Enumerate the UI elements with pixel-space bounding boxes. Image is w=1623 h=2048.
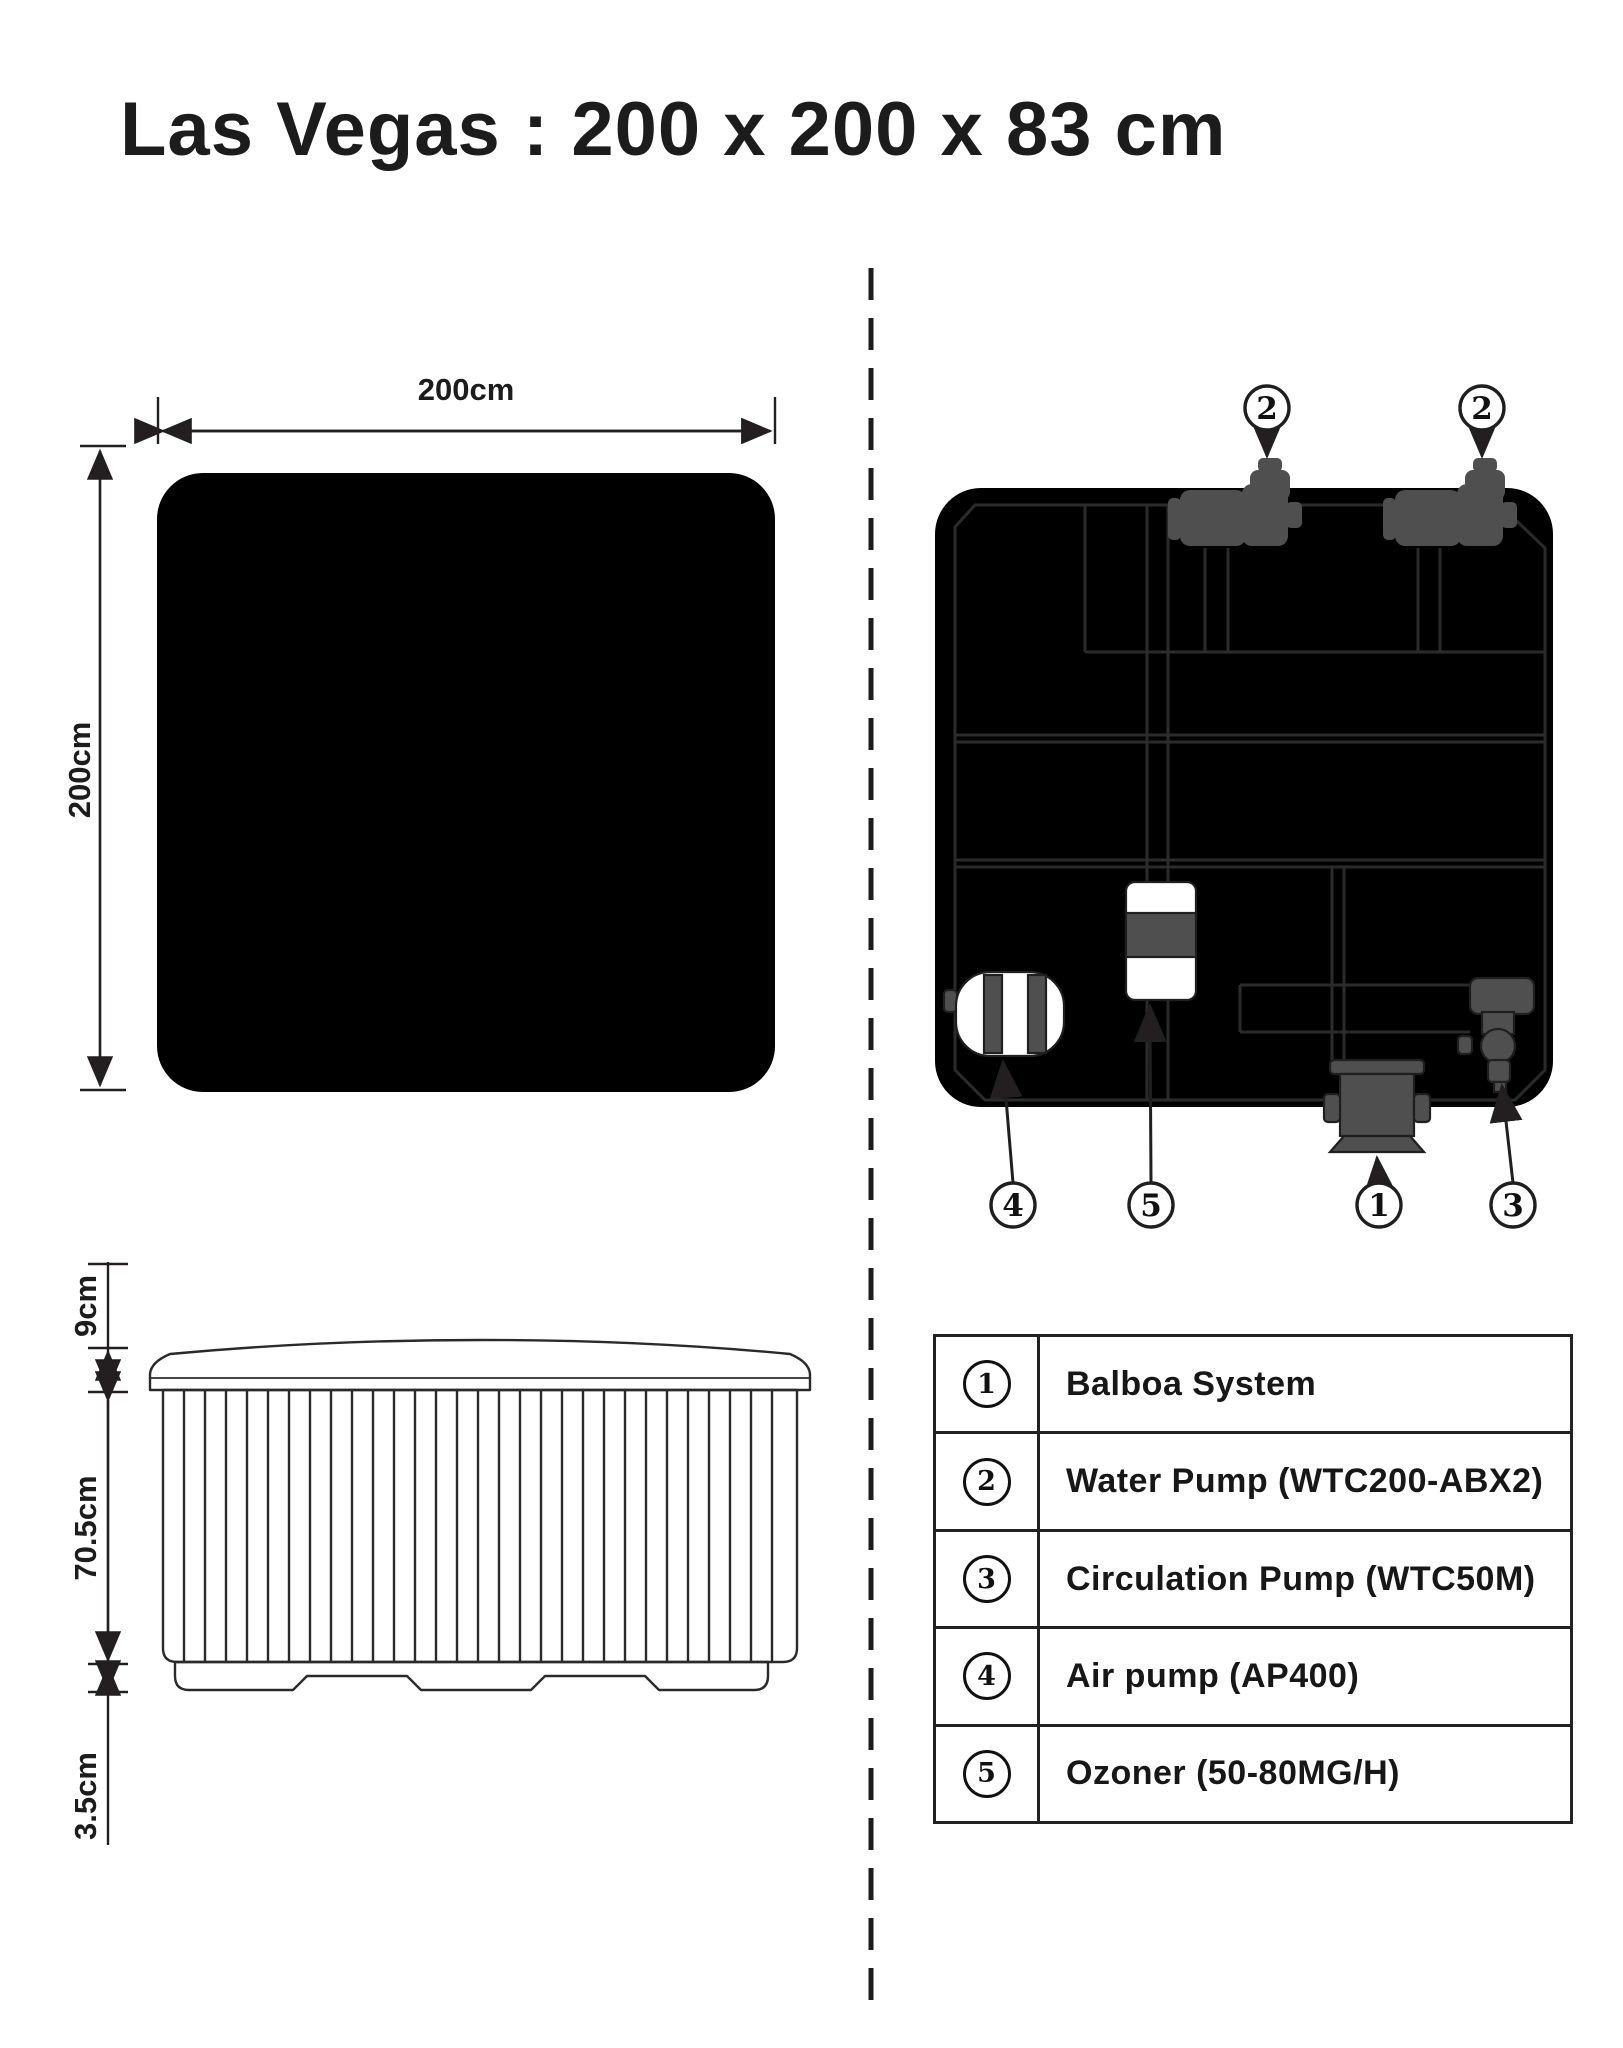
legend-num-badge: 3 [963, 1555, 1011, 1603]
callout-balboa: 1 [1368, 1188, 1390, 1224]
hot-tub-top-view [157, 473, 775, 1092]
table-row [936, 1727, 1570, 1821]
legend-num-badge: 2 [963, 1458, 1011, 1506]
side-view-slats [184, 1390, 772, 1662]
hot-tub-side-view [150, 1340, 810, 1690]
water-pump-left [1168, 458, 1302, 546]
side-view-base-feet [175, 1662, 768, 1690]
top-view-diagram [62, 372, 775, 1092]
legend-num-badge: 5 [963, 1750, 1011, 1798]
top-view-width-label: 200cm [417, 372, 515, 407]
table-row [936, 1532, 1570, 1629]
legend-label: Air pump (AP400) [1066, 1656, 1360, 1695]
side-view-base-label: 3.5cm [68, 1752, 103, 1840]
table-row [936, 1434, 1570, 1531]
side-view-lid-label: 9cm [68, 1274, 103, 1338]
callout-water-pump-right: 2 [1471, 391, 1493, 427]
legend-label: Circulation Pump (WTC50M) [1066, 1559, 1536, 1598]
callout-ozoner: 5 [1140, 1188, 1162, 1224]
side-view-diagram [68, 1262, 810, 1845]
callout-water-pump-left: 2 [1256, 391, 1278, 427]
side-view-shell-label: 70.5cm [68, 1475, 103, 1581]
legend-num-badge: 1 [963, 1360, 1011, 1408]
page-title: Las Vegas : 200 x 200 x 83 cm [120, 87, 1227, 172]
water-pump-right [1383, 458, 1517, 546]
legend-num-badge: 4 [963, 1652, 1011, 1700]
table-row [936, 1337, 1570, 1434]
legend-label: Ozoner (50-80MG/H) [1066, 1754, 1400, 1793]
table-row [936, 1629, 1570, 1726]
legend-label: Water Pump (WTC200-ABX2) [1066, 1462, 1544, 1501]
callout-circulation-pump: 3 [1502, 1188, 1524, 1224]
equipment-diagram [935, 386, 1553, 1227]
top-view-height-label: 200cm [62, 721, 97, 819]
side-view-dimensions [68, 1262, 128, 1845]
legend-label: Balboa System [1066, 1364, 1317, 1403]
balboa-system-unit [1324, 1060, 1430, 1152]
parts-legend-table [933, 1334, 1573, 1824]
ozoner-unit [1126, 882, 1196, 1000]
callout-air-pump: 4 [1002, 1188, 1024, 1224]
